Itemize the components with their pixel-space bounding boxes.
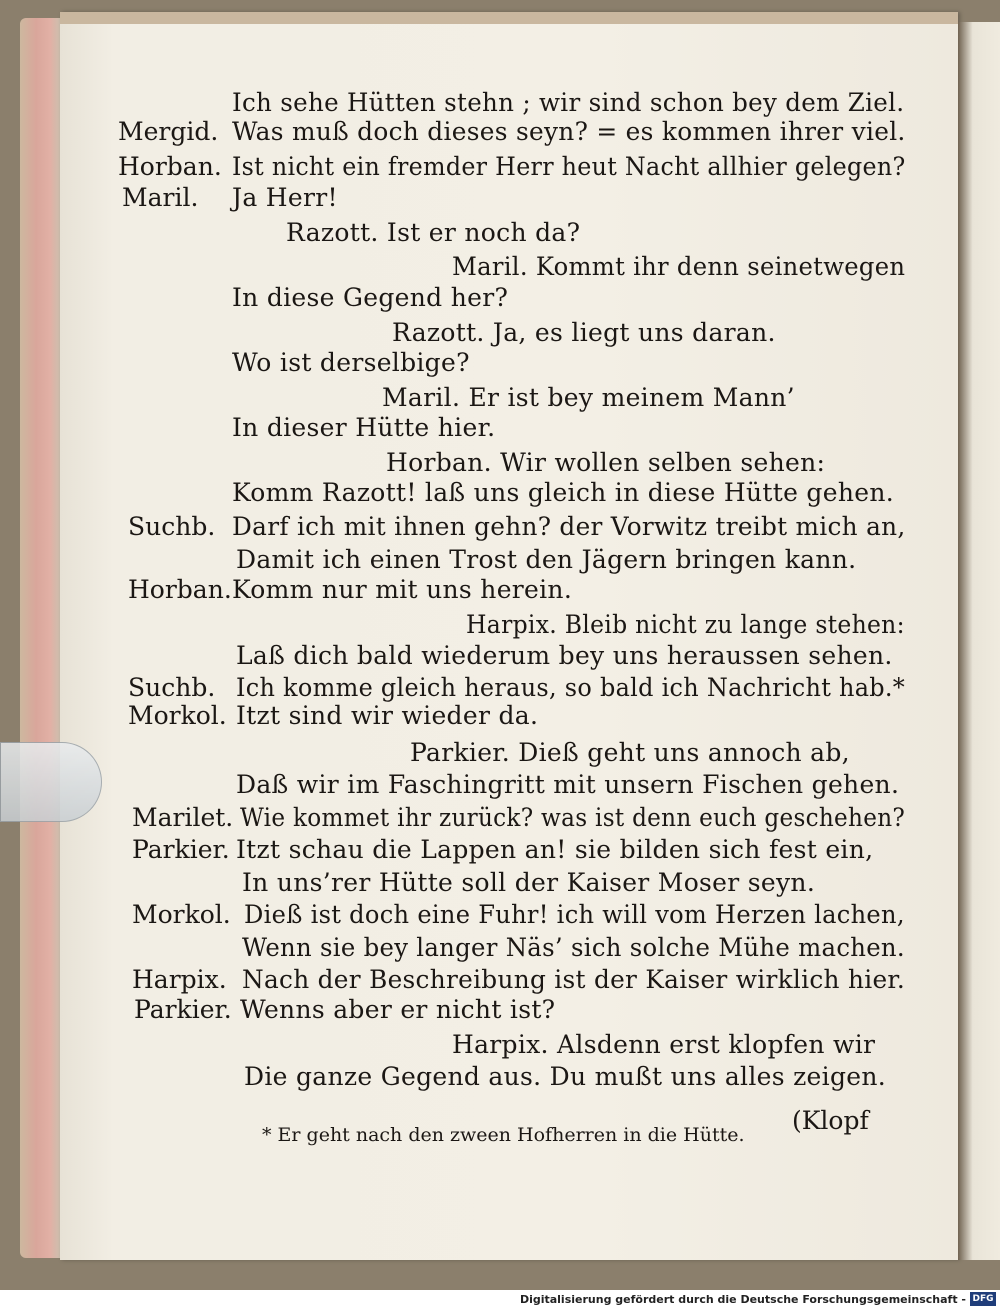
verse-line: Ich komme gleich heraus, so bald ich Nachricht hab.* bbox=[236, 673, 906, 702]
verse-line: Komm Razott! laß uns gleich in diese Hütte gehen. bbox=[232, 478, 894, 507]
book-edge bbox=[20, 18, 60, 1258]
footnote: * Er geht nach den zween Hofherren in die Hütte. bbox=[262, 1124, 745, 1146]
verse-line: Itzt schau die Lappen an! sie bilden sich fest ein, bbox=[236, 835, 874, 864]
verse-line: Ich sehe Hütten stehn ; wir sind schon bey dem Ziel. bbox=[232, 88, 905, 117]
speaker-label: Horban. bbox=[118, 152, 222, 181]
verse-line: Wenns aber er nicht ist? bbox=[240, 995, 556, 1024]
dfg-logo: DFG bbox=[970, 1292, 996, 1306]
verse-line: Was muß doch dieses seyn? = es kommen ihrer viel. bbox=[232, 117, 906, 146]
verse-line: Wie kommet ihr zurück? was ist denn euch geschehen? bbox=[240, 803, 906, 832]
verse-line: Maril. Kommt ihr denn seinetwegen bbox=[452, 252, 906, 281]
speaker-label: Marilet. bbox=[132, 803, 234, 832]
verse-line: Wenn sie bey langer Näs’ sich solche Mühe machen. bbox=[242, 933, 905, 962]
speaker-label: Morkol. bbox=[132, 900, 231, 929]
digitization-credit: Digitalisierung gefördert durch die Deutsche Forschungsgemeinschaft - bbox=[519, 1293, 966, 1306]
page-top-edge bbox=[60, 12, 958, 24]
verse-line: Komm nur mit uns herein. bbox=[232, 575, 573, 604]
speaker-label: Parkier. bbox=[134, 995, 232, 1024]
verse-line: Parkier. Dieß geht uns annoch ab, bbox=[410, 738, 850, 767]
speaker-label: Maril. bbox=[122, 183, 199, 212]
verse-line: Horban. Wir wollen selben sehen: bbox=[386, 448, 826, 477]
verse-line: Nach der Beschreibung ist der Kaiser wirklich hier. bbox=[242, 965, 905, 994]
verse-line: Harpix. Bleib nicht zu lange stehen: bbox=[466, 610, 905, 639]
speaker-label: Morkol. bbox=[128, 701, 227, 730]
verse-line: Die ganze Gegend aus. Du mußt uns alles zeigen. bbox=[244, 1062, 886, 1091]
verse-line: Ist nicht ein fremder Herr heut Nacht allhier gelegen? bbox=[232, 152, 906, 181]
verse-line: In uns’rer Hütte soll der Kaiser Moser seyn. bbox=[242, 868, 816, 897]
speaker-label: Horban. bbox=[128, 575, 232, 604]
verse-line: Dieß ist doch eine Fuhr! ich will vom Herzen lachen, bbox=[244, 900, 905, 929]
speaker-label: Suchb. bbox=[128, 673, 216, 702]
speaker-label: Mergid. bbox=[118, 117, 219, 146]
verse-line: Ja Herr! bbox=[232, 183, 338, 212]
verse-line: Harpix. Alsdenn erst klopfen wir bbox=[452, 1030, 876, 1059]
verse-line: Maril. Er ist bey meinem Mann’ bbox=[382, 383, 795, 412]
speaker-label: Parkier. bbox=[132, 835, 230, 864]
page-clip bbox=[0, 742, 102, 822]
verse-line: Damit ich einen Trost den Jägern bringen kann. bbox=[236, 545, 857, 574]
speaker-label: Suchb. bbox=[128, 512, 216, 541]
verse-line: Razott. Ist er noch da? bbox=[286, 218, 581, 247]
speaker-label: Harpix. bbox=[132, 965, 227, 994]
verse-line: In diese Gegend her? bbox=[232, 283, 509, 312]
verse-line: Itzt sind wir wieder da. bbox=[236, 701, 539, 730]
verse-line: Wo ist derselbige? bbox=[232, 348, 470, 377]
facing-page-edge bbox=[958, 22, 1000, 1260]
verse-line: Razott. Ja, es liegt uns daran. bbox=[392, 318, 776, 347]
verse-line: Daß wir im Faschingritt mit unsern Fischen gehen. bbox=[236, 770, 900, 799]
catchword: (Klopf bbox=[792, 1106, 869, 1135]
verse-line: Darf ich mit ihnen gehn? der Vorwitz treibt mich an, bbox=[232, 512, 906, 541]
verse-line: In dieser Hütte hier. bbox=[232, 413, 496, 442]
verse-line: Laß dich bald wiederum bey uns heraussen sehen. bbox=[236, 641, 893, 670]
